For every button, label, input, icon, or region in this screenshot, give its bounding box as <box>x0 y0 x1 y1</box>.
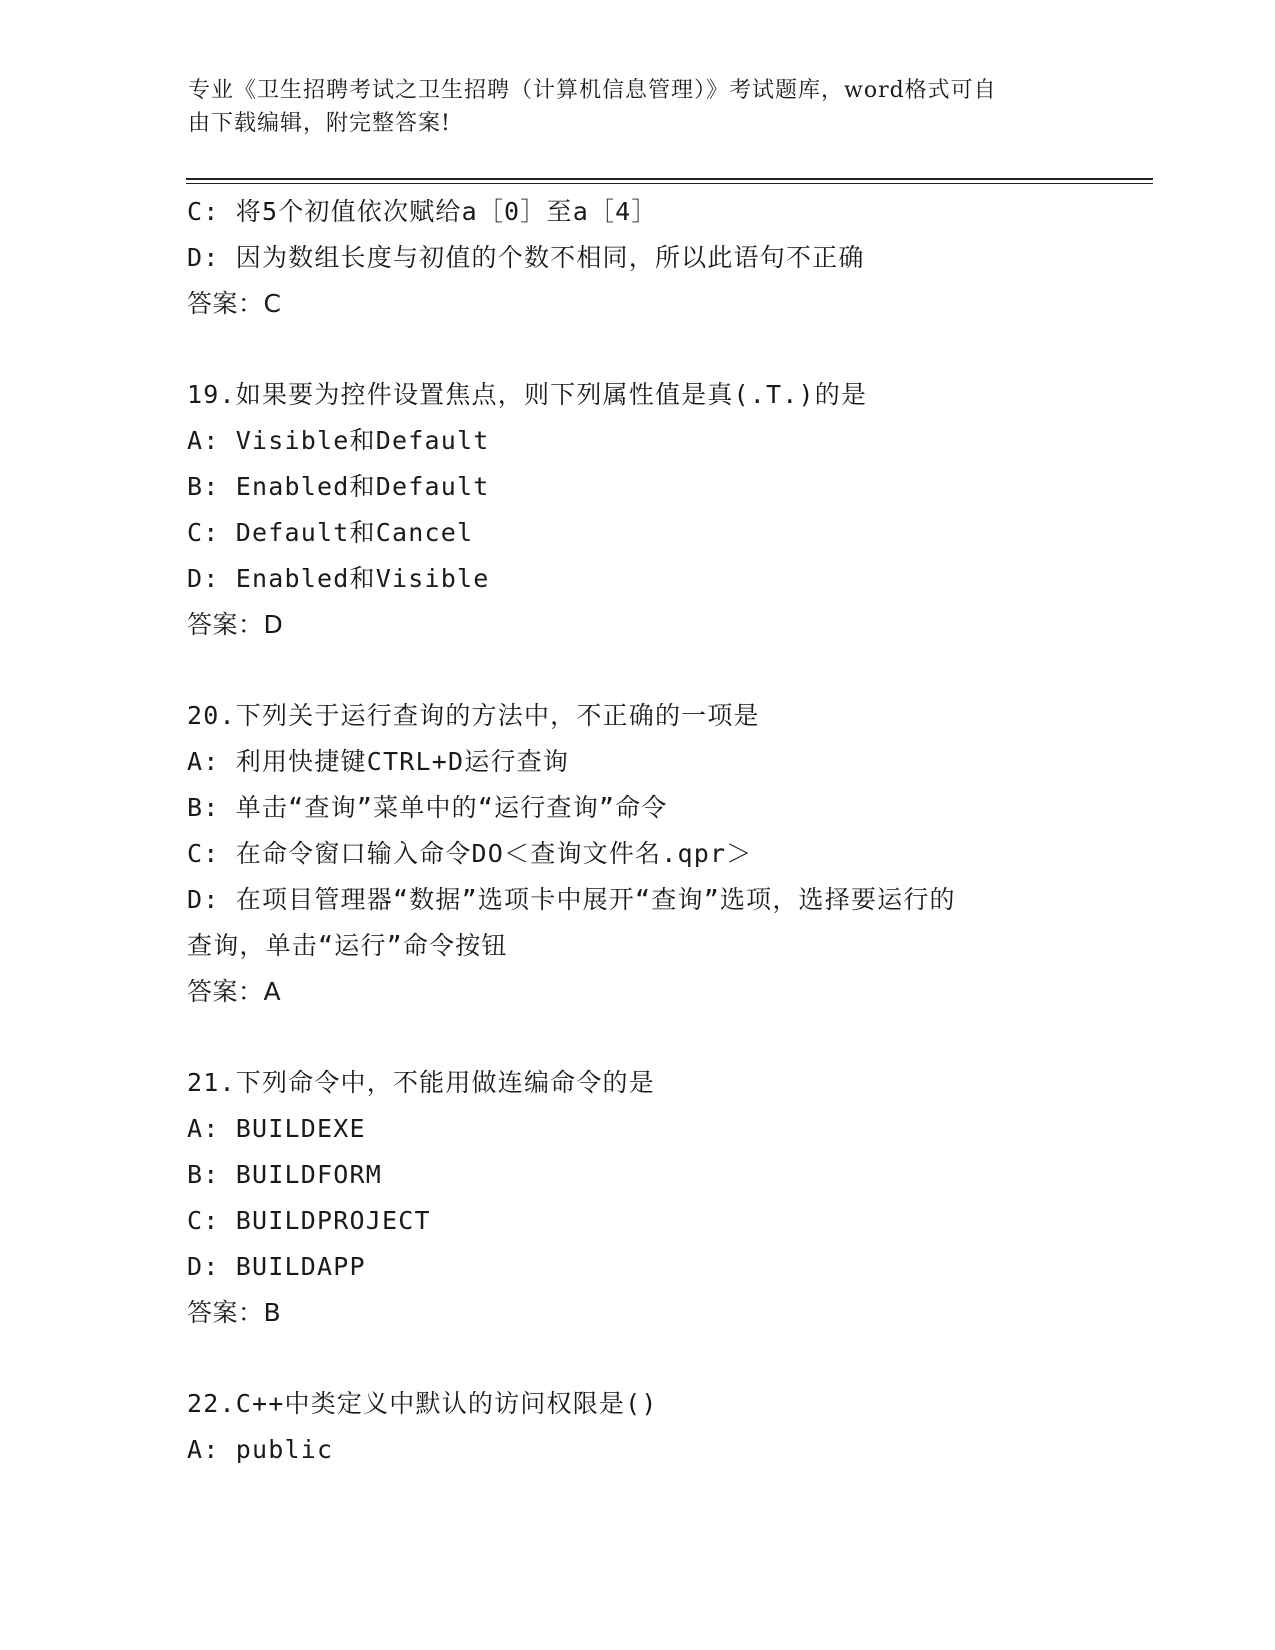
spacer <box>187 1015 1087 1060</box>
question-text: 20.下列关于运行查询的方法中，不正确的一项是 <box>187 701 760 730</box>
question-block-22 <box>187 1381 1087 1473</box>
question-text: 19.如果要为控件设置焦点，则下列属性值是真(.T.)的是 <box>187 380 868 409</box>
answer-label: 答案：A <box>187 977 282 1006</box>
option-d: D: Enabled和Visible <box>187 564 490 593</box>
option-c: C: 将5个初值依次赋给a［0］至a［4］ <box>187 197 658 226</box>
question-block-21 <box>187 1060 1087 1336</box>
option-d: D: BUILDAPP <box>187 1252 366 1281</box>
option-a: A: public <box>187 1435 334 1464</box>
option-b: B: 单击“查询”菜单中的“运行查询”命令 <box>187 793 668 822</box>
option-d: D: 因为数组长度与初值的个数不相同，所以此语句不正确 <box>187 243 865 272</box>
header-line-1: 专业《卫生招聘考试之卫生招聘（计算机信息管理）》考试题库，word格式可自 <box>188 78 997 103</box>
option-c: C: 在命令窗口输入命令DO＜查询文件名.qpr＞ <box>187 839 753 868</box>
question-text: 22.C++中类定义中默认的访问权限是() <box>187 1389 658 1418</box>
question-block-20 <box>187 693 1087 1015</box>
document-header <box>188 74 1068 140</box>
spacer <box>187 327 1087 372</box>
option-d-continued: 查询，单击“运行”命令按钮 <box>187 931 508 960</box>
option-d: D: 在项目管理器“数据”选项卡中展开“查询”选项，选择要运行的 <box>187 885 956 914</box>
option-a: A: BUILDEXE <box>187 1114 366 1143</box>
option-a: A: Visible和Default <box>187 426 490 455</box>
header-line-2: 由下载编辑，附完整答案! <box>188 111 451 136</box>
answer-label: 答案：D <box>187 610 284 639</box>
question-text: 21.下列命令中，不能用做连编命令的是 <box>187 1068 655 1097</box>
question-block-19 <box>187 372 1087 648</box>
question-block-18 <box>187 189 1087 327</box>
header-divider-thin <box>186 183 1153 184</box>
option-b: B: Enabled和Default <box>187 472 490 501</box>
option-c: C: Default和Cancel <box>187 518 474 547</box>
header-divider <box>186 178 1153 180</box>
spacer <box>187 1336 1087 1381</box>
option-a: A: 利用快捷键CTRL+D运行查询 <box>187 747 570 776</box>
option-c: C: BUILDPROJECT <box>187 1206 431 1235</box>
spacer <box>187 648 1087 693</box>
option-b: B: BUILDFORM <box>187 1160 383 1189</box>
question-list <box>187 189 1087 1473</box>
answer-label: 答案：B <box>187 1298 282 1327</box>
answer-label: 答案：C <box>187 289 282 318</box>
